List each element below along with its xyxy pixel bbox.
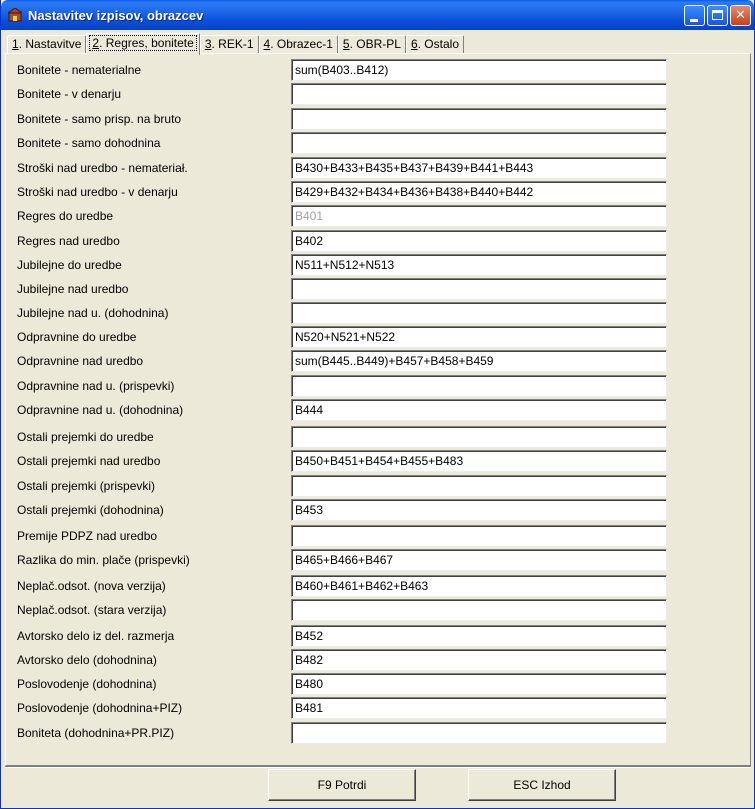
tab-rek-1[interactable] (200, 35, 259, 54)
formula-input[interactable] (291, 525, 667, 547)
form-row (6, 450, 750, 472)
form-row (6, 525, 750, 547)
field-label: Poslovodenje (dohodnina) (17, 677, 157, 691)
field-label: Ostali prejemki do uredbe (17, 430, 154, 444)
formula-input[interactable] (291, 302, 667, 324)
tab-regres-bonitete[interactable] (86, 33, 199, 55)
form-row (6, 575, 750, 597)
field-label: Stroški nad uredbo - v denarju (17, 185, 178, 199)
formula-input[interactable]: sum(B445..B449)+B457+B458+B459 (291, 350, 667, 372)
formula-input[interactable]: B480 (291, 673, 667, 695)
tab-hotkey: 5 (342, 37, 350, 51)
form-row (6, 649, 750, 671)
formula-input[interactable] (291, 426, 667, 448)
form-row (6, 722, 750, 744)
form-row (6, 375, 750, 397)
tab-hotkey: 1 (12, 37, 19, 51)
field-label: Jubilejne nad uredbo (17, 282, 129, 296)
tab-label: . Obrazec-1 (270, 37, 333, 51)
tab-label: . REK-1 (211, 37, 254, 51)
field-label: Regres do uredbe (17, 209, 114, 223)
formula-input[interactable]: N511+N512+N513 (291, 254, 667, 276)
field-label: Odpravnine do uredbe (17, 330, 137, 344)
tab-hotkey: 4 (263, 37, 271, 51)
button-bar-divider (5, 766, 751, 768)
tab-panel (5, 53, 751, 766)
formula-input[interactable] (291, 722, 667, 744)
formula-input[interactable]: B481 (291, 697, 667, 719)
formula-input[interactable] (291, 132, 667, 154)
formula-input[interactable] (291, 108, 667, 130)
field-label: Neplač.odsot. (nova verzija) (17, 579, 166, 593)
form-row (6, 278, 750, 300)
tab-hotkey: 3 (204, 37, 212, 51)
formula-input[interactable]: B444 (291, 399, 667, 421)
field-label: Ostali prejemki nad uredbo (17, 454, 161, 468)
formula-input[interactable] (291, 475, 667, 497)
confirm-button[interactable]: F9 Potrdi (268, 769, 416, 801)
field-label: Bonitete - nematerialne (17, 63, 142, 77)
close-icon: ✕ (735, 7, 746, 22)
window-title: Nastavitev izpisov, obrazcev (28, 8, 204, 23)
field-label: Razlika do min. plače (prispevki) (17, 553, 190, 567)
field-label: Ostali prejemki (prispevki) (17, 479, 156, 493)
formula-input[interactable]: B402 (291, 230, 667, 252)
close-button[interactable] (730, 5, 751, 26)
tab-focus-label (89, 35, 196, 51)
form-row (6, 83, 750, 105)
tab-ostalo[interactable] (406, 35, 464, 54)
tab-strip (7, 33, 464, 54)
form-row (6, 108, 750, 130)
field-label: Avtorsko delo (dohodnina) (17, 653, 157, 667)
field-label: Ostali prejemki (dohodnina) (17, 503, 164, 517)
form-row (6, 181, 750, 203)
maximize-button[interactable] (707, 5, 728, 26)
formula-input[interactable]: B429+B432+B434+B436+B438+B440+B442 (291, 181, 667, 203)
form-row (6, 326, 750, 348)
form-row (6, 350, 750, 372)
field-label: Premije PDPZ nad uredbo (17, 529, 158, 543)
form-row (6, 599, 750, 621)
tab-obrazec-1[interactable] (259, 35, 338, 54)
field-label: Bonitete - samo prisp. na bruto (17, 112, 182, 126)
field-label: Regres nad uredbo (17, 234, 120, 248)
tab-nastavitve[interactable] (7, 35, 86, 54)
formula-input[interactable]: B452 (291, 625, 667, 647)
field-label: Stroški nad uredbo - nemateriał. (17, 161, 188, 175)
form-row (6, 475, 750, 497)
tab-hotkey: 6 (410, 37, 418, 51)
form-row (6, 697, 750, 719)
form-row (6, 157, 750, 179)
form-row (6, 302, 750, 324)
title-bar[interactable] (1, 0, 754, 30)
formula-input[interactable] (291, 599, 667, 621)
field-label: Odpravnine nad u. (dohodnina) (17, 403, 184, 417)
formula-input[interactable]: B482 (291, 649, 667, 671)
app-icon (8, 8, 22, 22)
form-row (6, 132, 750, 154)
formula-input[interactable]: B450+B451+B454+B455+B483 (291, 450, 667, 472)
field-label: Neplač.odsot. (stara verzija) (17, 603, 167, 617)
tab-label: . Ostalo (417, 37, 459, 51)
tab-hotkey: 2 (92, 36, 100, 50)
tab-label: . OBR-PL (349, 37, 401, 51)
formula-input[interactable]: sum(B403..B412) (291, 59, 667, 81)
minimize-icon (690, 19, 698, 22)
form-row (6, 230, 750, 252)
field-label: Jubilejne do uredbe (17, 258, 122, 272)
formula-input[interactable]: B453 (291, 499, 667, 521)
tab-label: . Nastavitve (18, 37, 82, 51)
formula-input[interactable]: B465+B466+B467 (291, 549, 667, 571)
formula-input[interactable]: B430+B433+B435+B437+B439+B441+B443 (291, 157, 667, 179)
formula-input[interactable] (291, 375, 667, 397)
minimize-button[interactable] (684, 5, 705, 26)
form-row (6, 399, 750, 421)
formula-input[interactable] (291, 83, 667, 105)
field-label: Boniteta (dohodnina+PR.PIZ) (17, 726, 175, 740)
formula-input[interactable]: N520+N521+N522 (291, 326, 667, 348)
field-label: Avtorsko delo iz del. razmerja (17, 629, 175, 643)
form-row (6, 499, 750, 521)
form-row (6, 549, 750, 571)
field-label: Poslovodenje (dohodnina+PIZ) (17, 701, 183, 715)
field-label: Odpravnine nad uredbo (17, 354, 144, 368)
formula-input-disabled: B401 (291, 205, 667, 227)
field-label: Jubilejne nad u. (dohodnina) (17, 306, 169, 320)
field-label: Odpravnine nad u. (prispevki) (17, 379, 175, 393)
exit-button[interactable]: ESC Izhod (468, 769, 616, 801)
form-row (6, 205, 750, 227)
form-row (6, 673, 750, 695)
formula-input[interactable]: B460+B461+B462+B463 (291, 575, 667, 597)
form-row (6, 426, 750, 448)
tab-obr-pl[interactable] (338, 35, 406, 54)
form-row (6, 254, 750, 276)
form-row (6, 625, 750, 647)
maximize-icon (712, 10, 723, 20)
form-row (6, 59, 750, 81)
field-label: Bonitete - samo dohodnina (17, 136, 161, 150)
tab-label: . Regres, bonitete (99, 36, 194, 50)
field-label: Bonitete - v denarju (17, 87, 122, 101)
formula-input[interactable] (291, 278, 667, 300)
